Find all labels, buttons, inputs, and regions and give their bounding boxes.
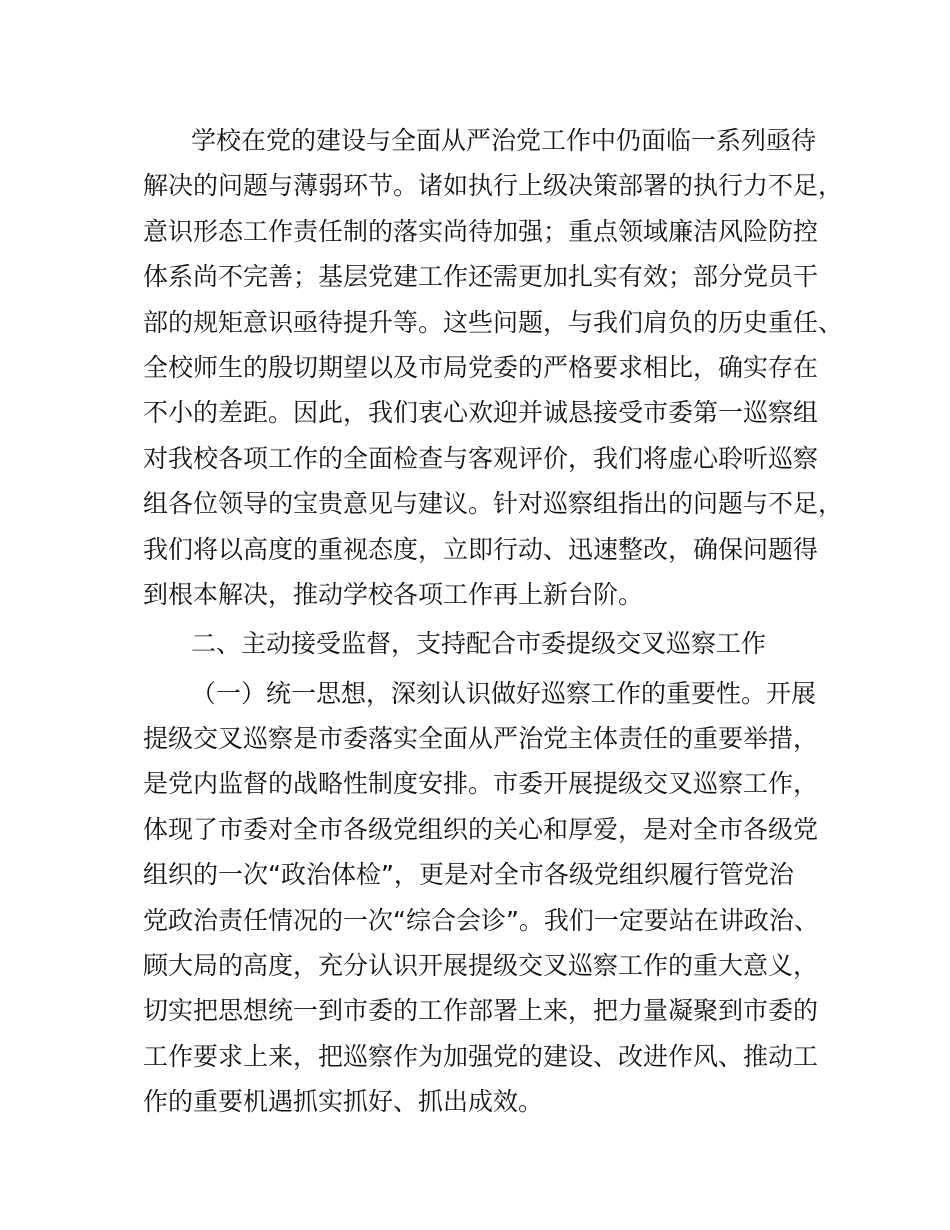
paragraph-2 [143,671,835,1125]
text-line: 组各位领导的宝贵意见与建议。针对巡察组指出的问题与不足， [143,489,844,519]
text-line: 提级交叉巡察是市委落实全面从严治党主体责任的重要举措， [143,724,819,754]
text-line: 体现了市委对全市各级党组织的关心和厚爱，是对全市各级党 [143,814,819,844]
section-heading: 二、主动接受监督，支持配合市委提级交叉巡察工作 [191,629,767,659]
text-line: 意识形态工作责任制的落实尚待加强；重点领域廉洁风险防控 [143,216,819,246]
text-line: 不小的差距。因此，我们衷心欢迎并诚恳接受市委第一巡察组 [143,398,819,428]
text-line: 作的重要机遇抓实抓好、抓出成效。 [143,1087,544,1117]
text-line: （一）统一思想，深刻认识做好巡察工作的重要性。开展 [191,678,817,708]
text-line: 部的规矩意识亟待提升等。这些问题，与我们肩负的历史重任、 [143,307,844,337]
text-line: 工作要求上来，把巡察作为加强党的建设、改进作风、推动工 [143,1041,819,1071]
text-line: 切实把思想统一到市委的工作部署上来，把力量凝聚到市委的 [143,996,819,1026]
text-line: 组织的一次“政治体检”，更是对全市各级党组织履行管党治 [143,860,794,890]
text-line: 全校师生的殷切期望以及市局党委的严格要求相比，确实存在 [143,352,819,382]
text-line: 是党内监督的战略性制度安排。市委开展提级交叉巡察工作， [143,769,819,799]
text-line: 到根本解决，推动学校各项工作再上新台阶。 [143,579,644,609]
text-line: 解决的问题与薄弱环节。诸如执行上级决策部署的执行力不足， [143,171,844,201]
text-line: 对我校各项工作的全面检查与客观评价，我们将虚心聆听巡察 [143,443,819,473]
text-line: 党政治责任情况的一次“综合会诊”。我们一定要站在讲政治、 [143,905,819,935]
document-body [143,118,844,1125]
text-line: 我们将以高度的重视态度，立即行动、迅速整改，确保问题得 [143,534,819,564]
text-line: 体系尚不完善；基层党建工作还需更加扎实有效；部分党员干 [143,262,819,292]
text-line: 顾大局的高度，充分认识开展提级交叉巡察工作的重大意义， [143,951,819,981]
paragraph-1 [143,118,844,617]
text-line: 学校在党的建设与全面从严治党工作中仍面临一系列亟待 [191,126,817,155]
